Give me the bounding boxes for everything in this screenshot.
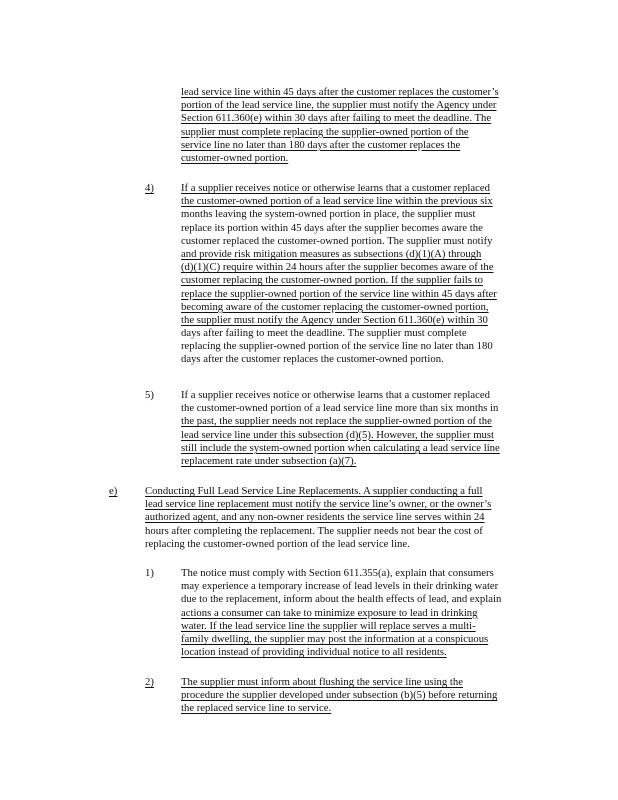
text-line: Section 611.360(e) within 30 days after failing to meet the deadline. The — [181, 112, 492, 125]
section-e-paragraph — [145, 485, 491, 551]
text-line: The supplier must inform about flushing the service line using the — [181, 676, 463, 688]
text-line: the customer-owned portion of a lead service line more than six months in — [181, 402, 499, 415]
text-line: customer replaced the customer-owned portion. The supplier must notify — [181, 234, 493, 247]
text-line: the replaced service line to service. — [181, 702, 332, 715]
text-line: portion of the lead service line, the supplier must notify the Agency under — [181, 99, 497, 112]
text-line: If a supplier receives notice or otherwise learns that a customer replaced — [181, 389, 490, 401]
item-e2-paragraph — [181, 676, 497, 716]
text-line: If a supplier receives notice or otherwise learns that a customer replaced — [181, 182, 490, 194]
text-line: lead service line replacement must notify the service line’s owner, or the owner’s — [145, 498, 492, 511]
text-line: authorized agent, and any non-owner residents the service line serves within 24 — [145, 511, 485, 524]
section-e-marker: e) — [109, 485, 118, 497]
text-line: supplier must complete replacing the supplier-owned portion of the — [181, 125, 469, 138]
text-line: replacing the supplier-owned portion of the service line no later than 180 — [181, 340, 493, 353]
text-line: hours after completing the replacement. The supplier needs not bear the cost of — [145, 524, 483, 537]
text-line: the customer-owned portion of a lead service line within the previous six — [181, 195, 493, 208]
text-line: days after failing to meet the deadline. The supplier must complete — [181, 327, 467, 340]
text-line: family dwelling, the supplier may post the information at a conspicuous — [181, 632, 489, 645]
text-line: procedure the supplier developed under subsection (b)(5) before returning — [181, 689, 498, 702]
text-line: lead service line within 45 days after the customer replaces the customer’s — [181, 86, 499, 98]
text-line: replacement rate under subsection (a)(7). — [181, 454, 357, 467]
item-4-marker: 4) — [145, 182, 154, 194]
text-line: due to the replacement, inform about the health effects of lead, and explain — [181, 593, 502, 606]
text-line: may experience a temporary increase of lead levels in their drinking water — [181, 580, 499, 593]
text-line: service line no later than 180 days after the customer replaces the — [181, 138, 461, 151]
item-5-marker: 5) — [145, 389, 154, 401]
text-line: water. If the lead service line the supplier will replace serves a multi- — [181, 619, 476, 632]
text-line: still include the system-owned portion when calculating a lead service line — [181, 441, 500, 454]
text-line: customer-owned portion. — [181, 151, 289, 164]
text-line: the past, the supplier needs not replace the supplier-owned portion of the — [181, 415, 492, 428]
text-line: days after the customer replaces the customer-owned portion. — [181, 353, 444, 366]
text-line: actions a consumer can take to minimize exposure to lead in drinking — [181, 606, 478, 619]
text-line: months leaving the system-owned portion in place, the supplier must — [181, 208, 476, 221]
item-e1-paragraph — [181, 567, 501, 659]
section-d-continuation — [181, 86, 499, 165]
item-5-paragraph — [181, 389, 500, 468]
text-line: and provide risk mitigation measures as subsections (d)(1)(A) through — [181, 247, 482, 260]
text-line: customer replacing the customer-owned portion. If the supplier fails to — [181, 274, 483, 287]
text-line: becoming aware of the customer replacing the customer-owned portion, — [181, 300, 489, 313]
text-line: location instead of providing individual notice to all residents. — [181, 646, 447, 659]
text-line: (d)(1)(C) require within 24 hours after the supplier becomes aware of the — [181, 261, 494, 274]
text-line: replacing the customer-owned portion of the lead service line. — [145, 537, 410, 550]
item-e1-marker: 1) — [145, 567, 154, 579]
text-line: replace the supplier-owned portion of the service line within 45 days after — [181, 287, 497, 300]
text-line: Conducting Full Lead Service Line Replacements. A supplier conducting a full — [145, 485, 483, 497]
text-line: lead service line under this subsection (d)(5). However, the supplier must — [181, 428, 494, 441]
text-line: replace its portion within 45 days after the supplier becomes aware the — [181, 221, 483, 234]
text-line: the supplier must notify the Agency under Section 611.360(e) within 30 — [181, 313, 488, 326]
item-e2-marker: 2) — [145, 676, 154, 688]
text-line: The notice must comply with Section 611.355(a), explain that consumers — [181, 567, 494, 579]
item-4-paragraph — [181, 182, 497, 367]
